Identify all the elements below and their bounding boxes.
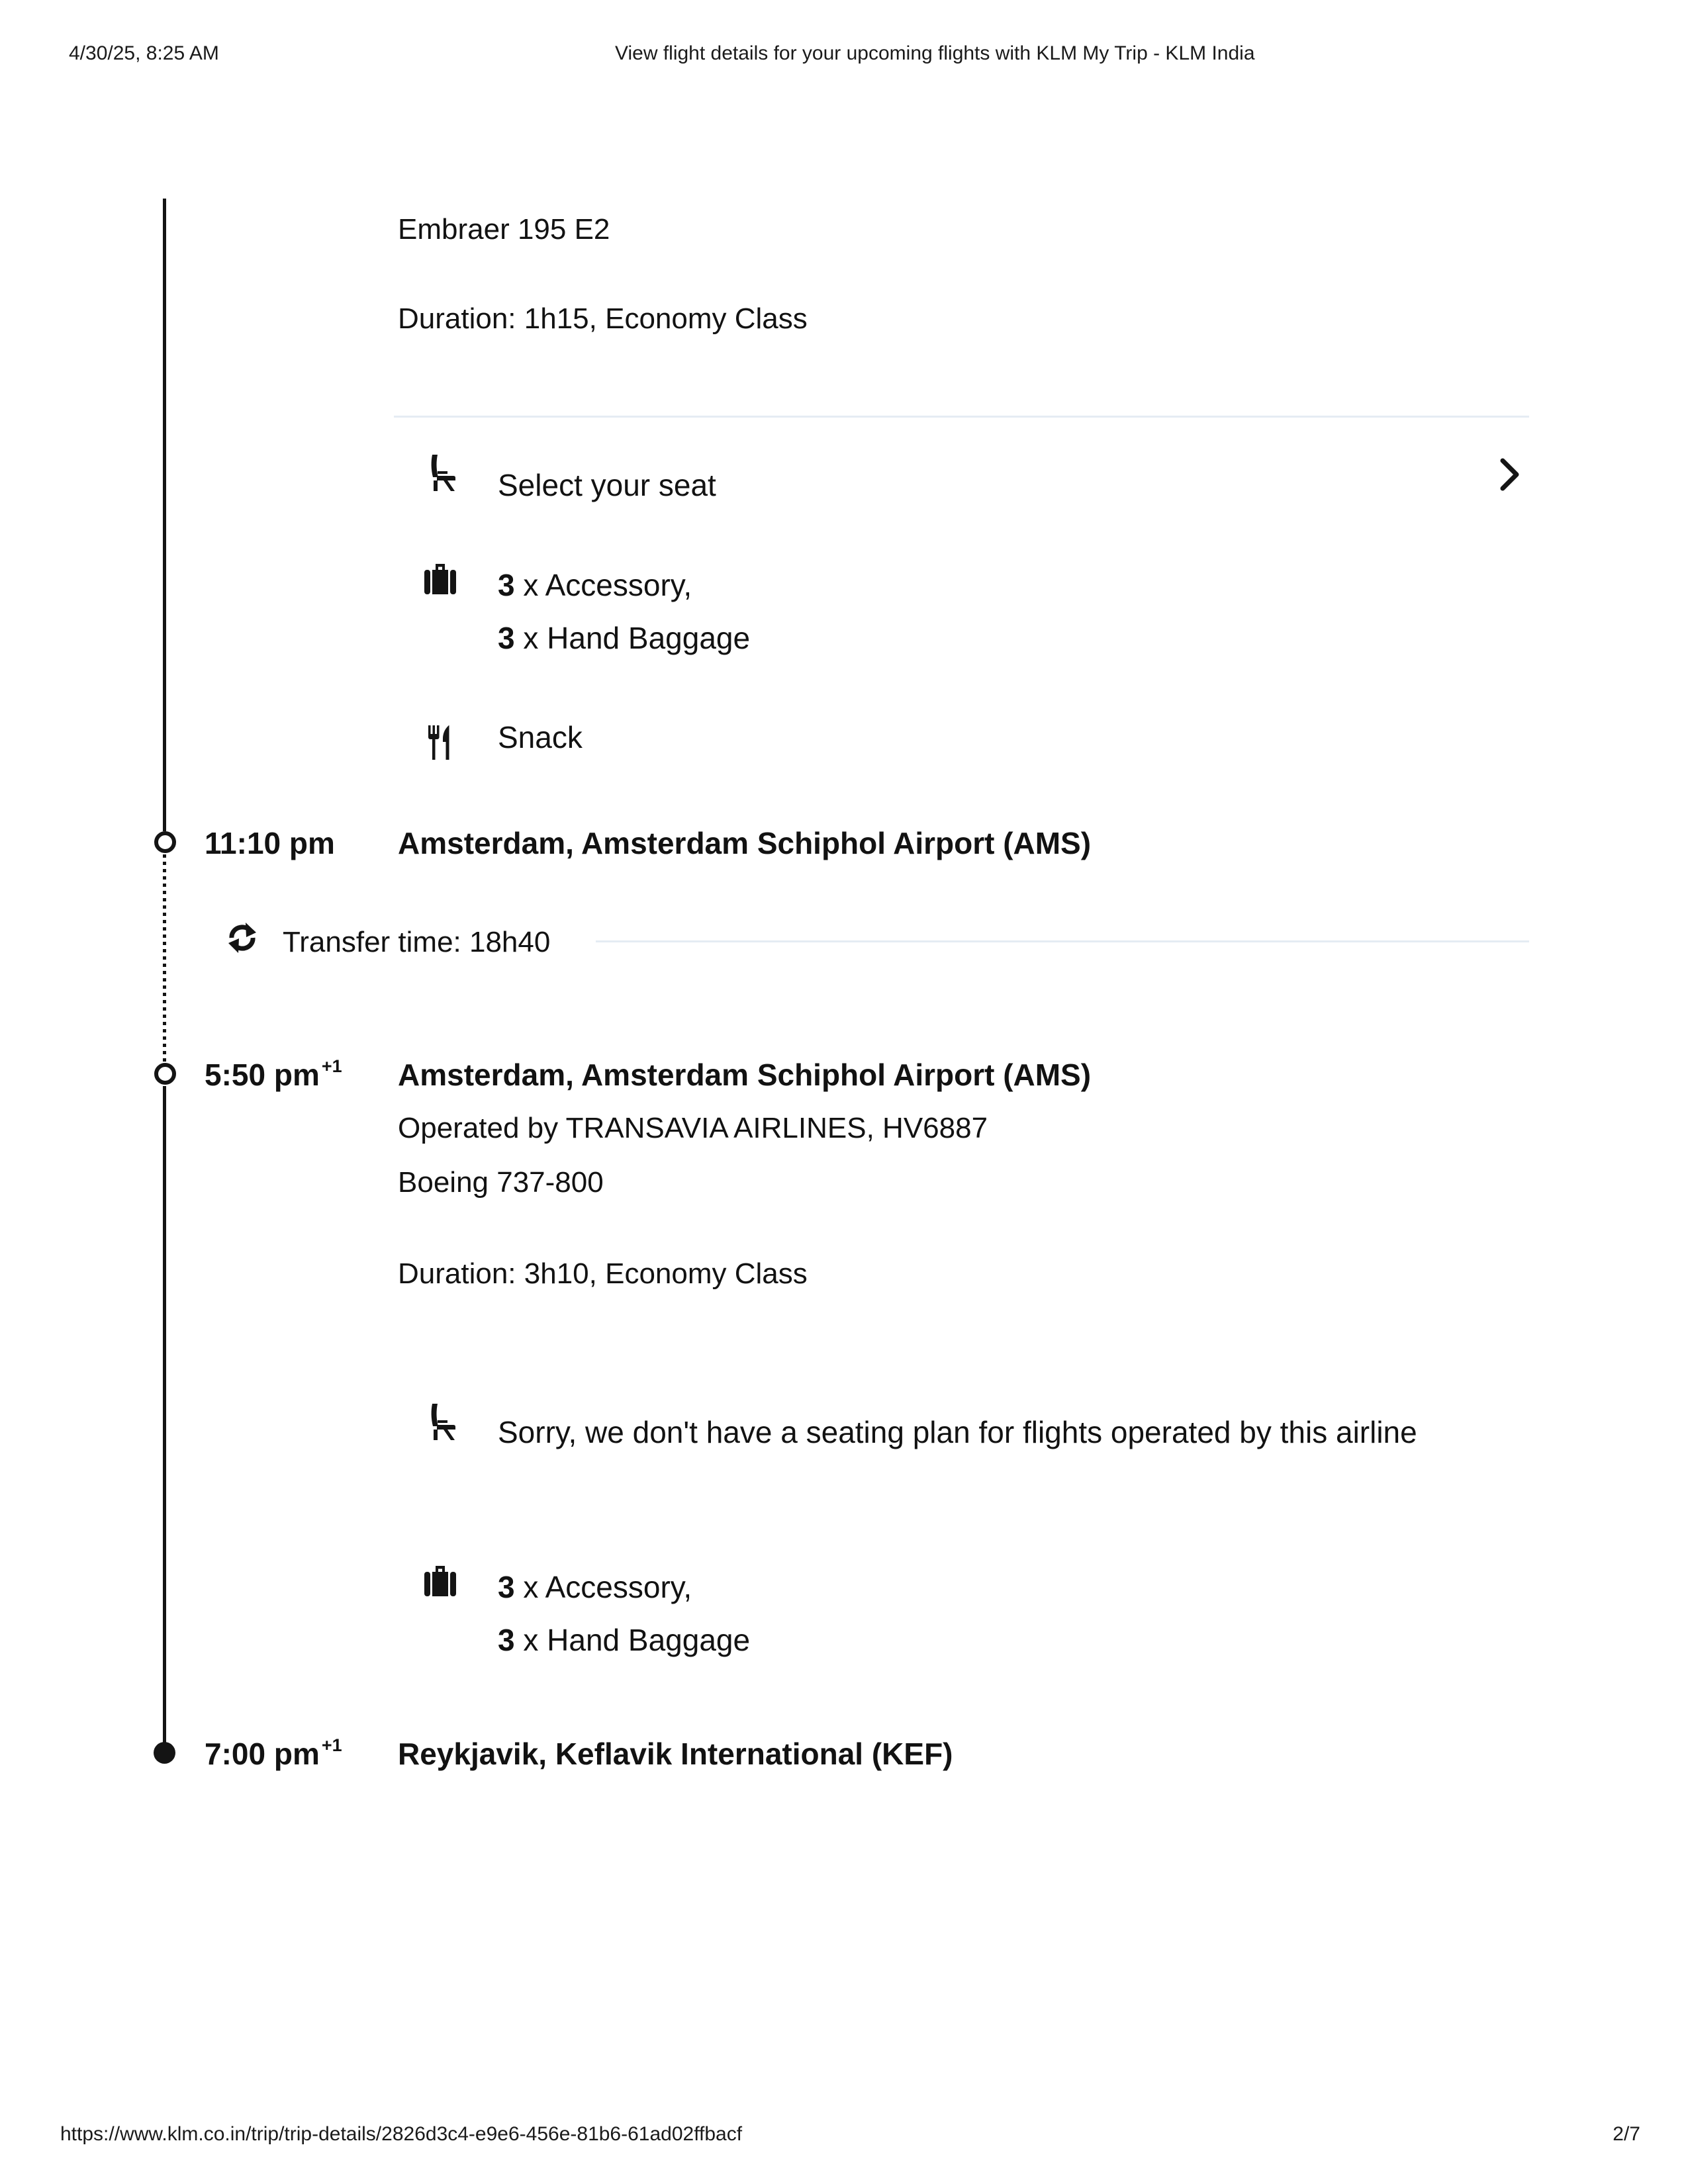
timeline-destination-circle-icon [154,1742,175,1764]
arrival1-station: Amsterdam, Amsterdam Schiphol Airport (AMS) [398,826,1092,860]
meal-cutlery-icon [428,725,455,760]
baggage-line: 3 x Accessory, [498,1570,692,1604]
seat-icon [427,1404,456,1441]
timeline-line-segment2 [163,1086,166,1743]
timeline-stop-circle-departure2-icon [154,1063,176,1085]
baggage-line: 3 x Hand Baggage [498,621,751,655]
flight1-duration-class: Duration: 1h15, Economy Class [398,302,808,335]
arrival2-time [205,1737,342,1772]
departure2-station: Amsterdam, Amsterdam Schiphol Airport (AMS) [398,1058,1092,1092]
baggage-icon [424,1566,456,1596]
departure2-time [205,1058,342,1093]
baggage-line: 3 x Hand Baggage [498,1623,751,1657]
print-header-date: 4/30/25, 8:25 AM [69,42,219,64]
print-footer-url: https://www.klm.co.in/trip/trip-details/2826d3c4-e9e6-456e-81b6-61ad02ffbacf [60,2123,743,2145]
baggage-line: 3 x Accessory, [498,568,692,602]
departure2-time-value: 5:50 pm [205,1058,320,1092]
arrival2-station: Reykjavik, Keflavik International (KEF) [398,1737,953,1771]
print-footer-page-number: 2/7 [1613,2123,1640,2145]
departure2-day-offset: +1 [321,1056,342,1076]
divider [394,416,1529,418]
flight2-no-seating-plan-notice: Sorry, we don't have a seating plan for flights operated by this airline [498,1415,1417,1449]
arrival1-time: 11:10 pm [205,826,335,860]
select-seat-link[interactable]: Select your seat [498,468,716,502]
flight2-duration-class: Duration: 3h10, Economy Class [398,1257,808,1290]
transfer-time-label: Transfer time: 18h40 [283,926,551,958]
arrival2-time-value: 7:00 pm [205,1737,320,1771]
seat-icon [427,455,456,492]
flight2-aircraft-type: Boeing 737-800 [398,1166,604,1199]
print-header-title: View flight details for your upcoming flights with KLM My Trip - KLM India [615,42,1255,64]
timeline-line-segment1 [163,199,166,831]
timeline-stop-circle-arrival1-icon [154,831,176,853]
timeline-transfer-dotted-line [163,854,166,1062]
divider [596,940,1529,942]
transfer-icon [226,921,258,954]
chevron-right-icon[interactable] [1500,458,1520,491]
flight1-aircraft-type: Embraer 195 E2 [398,213,610,246]
flight2-operated-by: Operated by TRANSAVIA AIRLINES, HV6887 [398,1112,988,1144]
flight1-meal-service: Snack [498,720,583,754]
flight2-baggage-allowance [498,1561,750,1666]
arrival2-day-offset: +1 [321,1735,342,1755]
flight1-baggage-allowance [498,559,750,664]
baggage-icon [424,564,456,594]
